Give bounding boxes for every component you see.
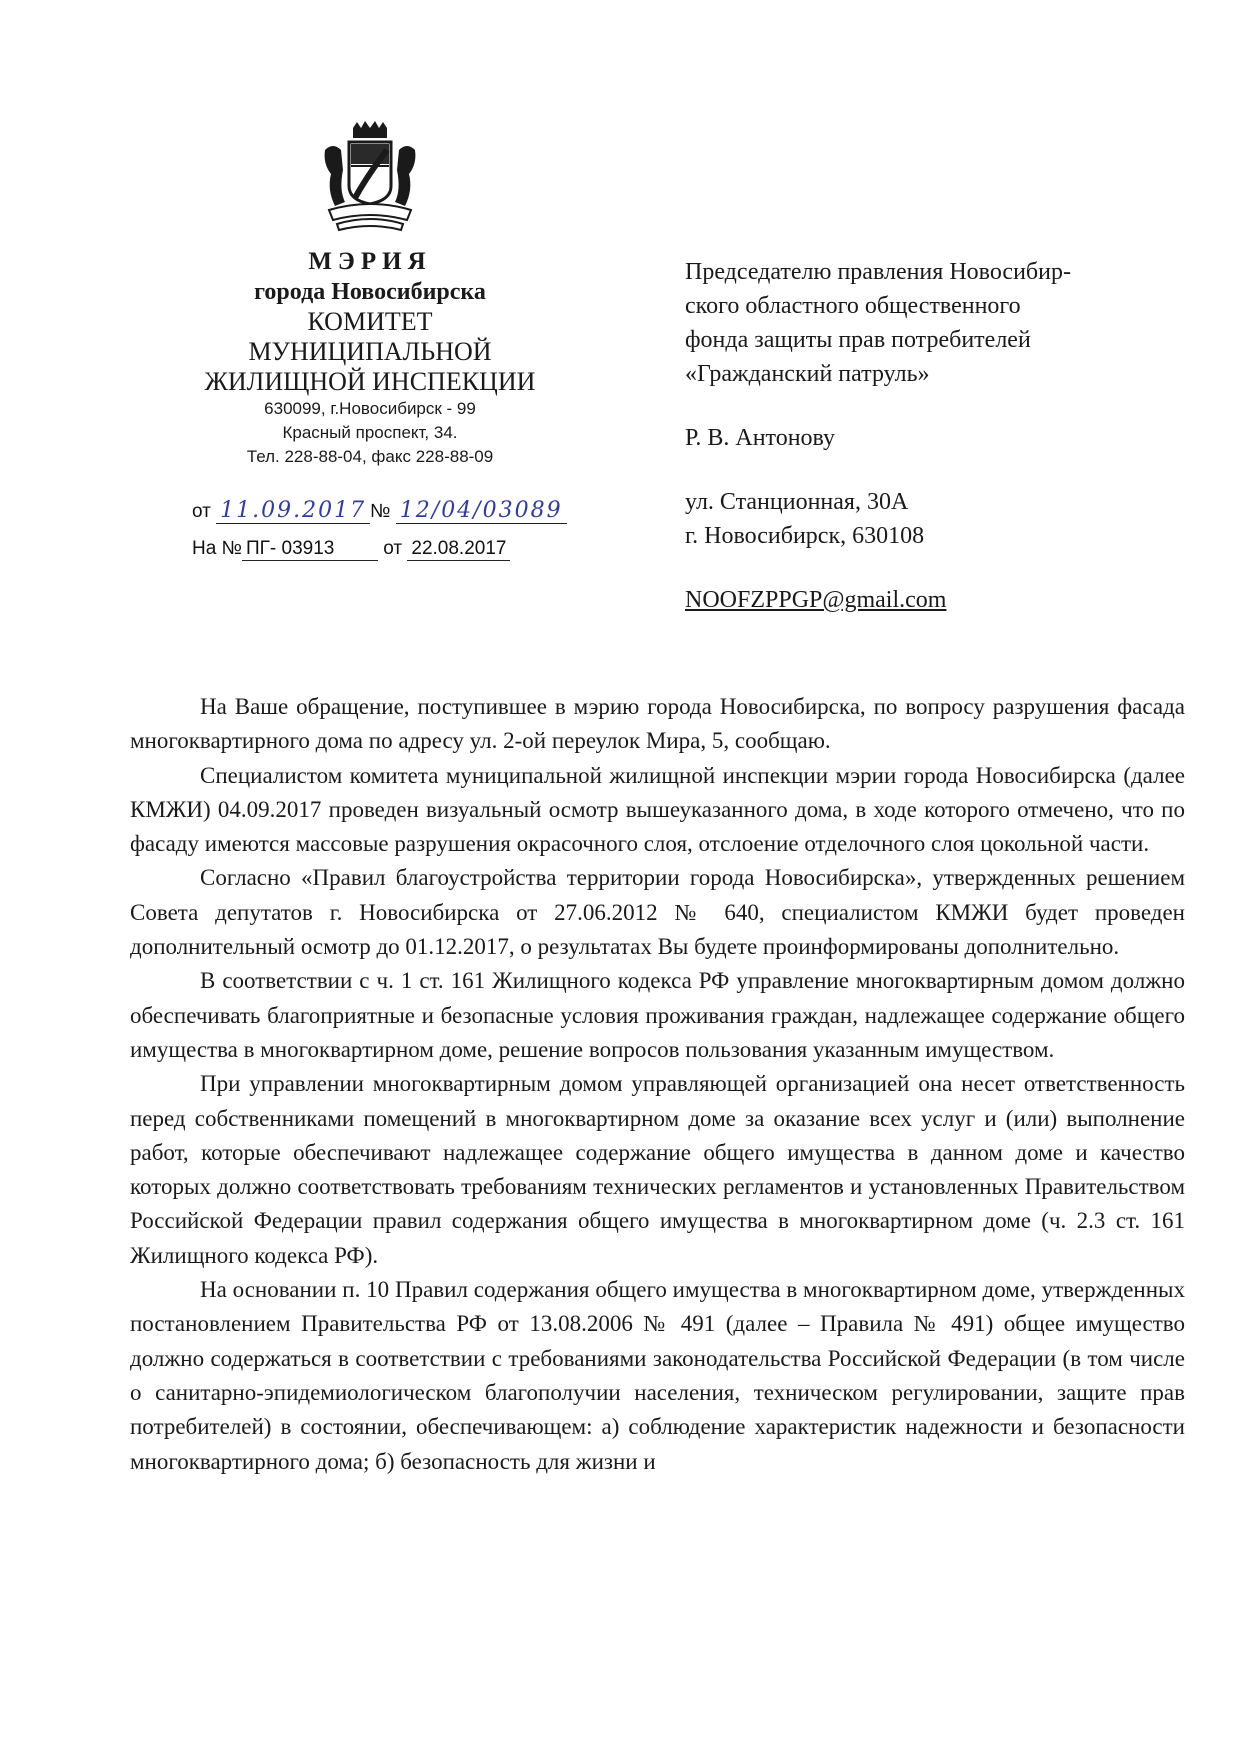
committee-line1: КОМИТЕТ [307,307,433,336]
letter-body [130,690,1185,1479]
org-address-line1: 630099, г.Новосибирск - 99 [264,399,476,418]
reply-date: 22.08.2017 [407,538,510,561]
addressee-title-line2: ского областного общественного [685,293,1021,319]
reply-date-label: от [383,538,403,559]
outgoing-ref [192,498,567,538]
committee-line3: ЖИЛИЩНОЙ ИНСПЕКЦИИ [204,367,536,396]
body-paragraph: При управлении многоквартирным домом управляющей организацией она несет ответственность перед собственниками помещений в многоквартирном доме за оказание всех услуг и (или) выполнение работ, которые обеспечивают надлежащее содержание общего имущества в данном доме и качество которых должно соответствовать требованиям технических регламентов и установленных Правительством Российской Федерации правил содержания общего имущества в многоквартирном доме (ч. 2.3 ст. 161 Жилищного кодекса РФ). [130,1071,1185,1268]
body-paragraph: На Ваше обращение, поступившее в мэрию города Новосибирска, по вопросу разрушения фасада многоквартирного дома по адресу ул. 2-ой переулок Мира, 5, сообщаю. [130,694,1185,754]
org-name: МЭРИЯ [308,248,432,275]
addressee-city: г. Новосибирск, 630108 [685,523,925,549]
body-paragraph: В соответствии с ч. 1 ст. 161 Жилищного кодекса РФ управление многоквартирным домом должно обеспечивать благоприятные и безопасные условия проживания граждан, надлежащее содержание общего имущества в многоквартирном доме, решение вопросов пользования указанным имуществом. [130,968,1185,1062]
reply-number: ПГ- 03913 [242,538,378,561]
addressee-name: Р. В. Антонову [685,425,836,451]
body-paragraph: На основании п. 10 Правил содержания общего имущества в многоквартирном доме, утвержденных постановлением Правительства РФ от 13.08.2006 № 491 (далее – Правила № 491) общее имущество должно содержаться в соответствии с требованиями законодательства Российской Федерации (в том числе о санитарно-эпидемиологическом благополучии населения, техническом регулировании, защите прав потребителей) в состоянии, обеспечивающем: а) соблюдение характеристик надежности и безопасности многоквартирного дома; б) безопасность для жизни и [130,1277,1185,1474]
number-label: № [370,501,391,522]
org-address-line2: Красный проспект, 34. [282,423,458,442]
outgoing-number: 12/04/03089 [396,498,567,524]
committee-line2: МУНИЦИПАЛЬНОЙ [248,337,492,366]
addressee-block [685,255,1165,617]
reference-block [192,498,567,578]
coat-of-arms-icon [315,120,425,235]
addressee-title-line4: «Гражданский патруль» [685,361,930,387]
reply-label: На № [192,538,242,559]
org-phone: Тел. 228-88-04, факс 228-88-09 [246,447,494,466]
addressee-email[interactable]: NOOFZPPGP@gmail.com [685,587,947,613]
addressee-title-line1: Председателю правления Новосибир- [685,259,1071,285]
org-city: города Новосибирска [254,279,486,305]
addressee-street: ул. Станционная, 30А [685,489,909,515]
addressee-title-line3: фонда защиты прав потребителей [685,327,1031,353]
body-paragraph: Согласно «Правил благоустройства территории города Новосибирска», утвержденных решением Совета депутатов г. Новосибирска от 27.06.2012 № 640, специалистом КМЖИ будет проведен дополнительный осмотр до 01.12.2017, о результатах Вы будете проинформированы дополнительно. [130,865,1185,960]
incoming-ref [192,538,567,578]
body-paragraph: Специалистом комитета муниципальной жилищной инспекции мэрии города Новосибирска (далее КМЖИ) 04.09.2017 проведен визуальный осмотр вышеуказанного дома, в ходе которого отмечено, что по фасаду имеются массовые разрушения окрасочного слоя, отслоение отделочного слоя цокольной части. [130,762,1185,857]
outgoing-date: 11.09.2017 [216,498,370,524]
date-label: от [192,501,211,522]
letterhead [150,120,590,469]
